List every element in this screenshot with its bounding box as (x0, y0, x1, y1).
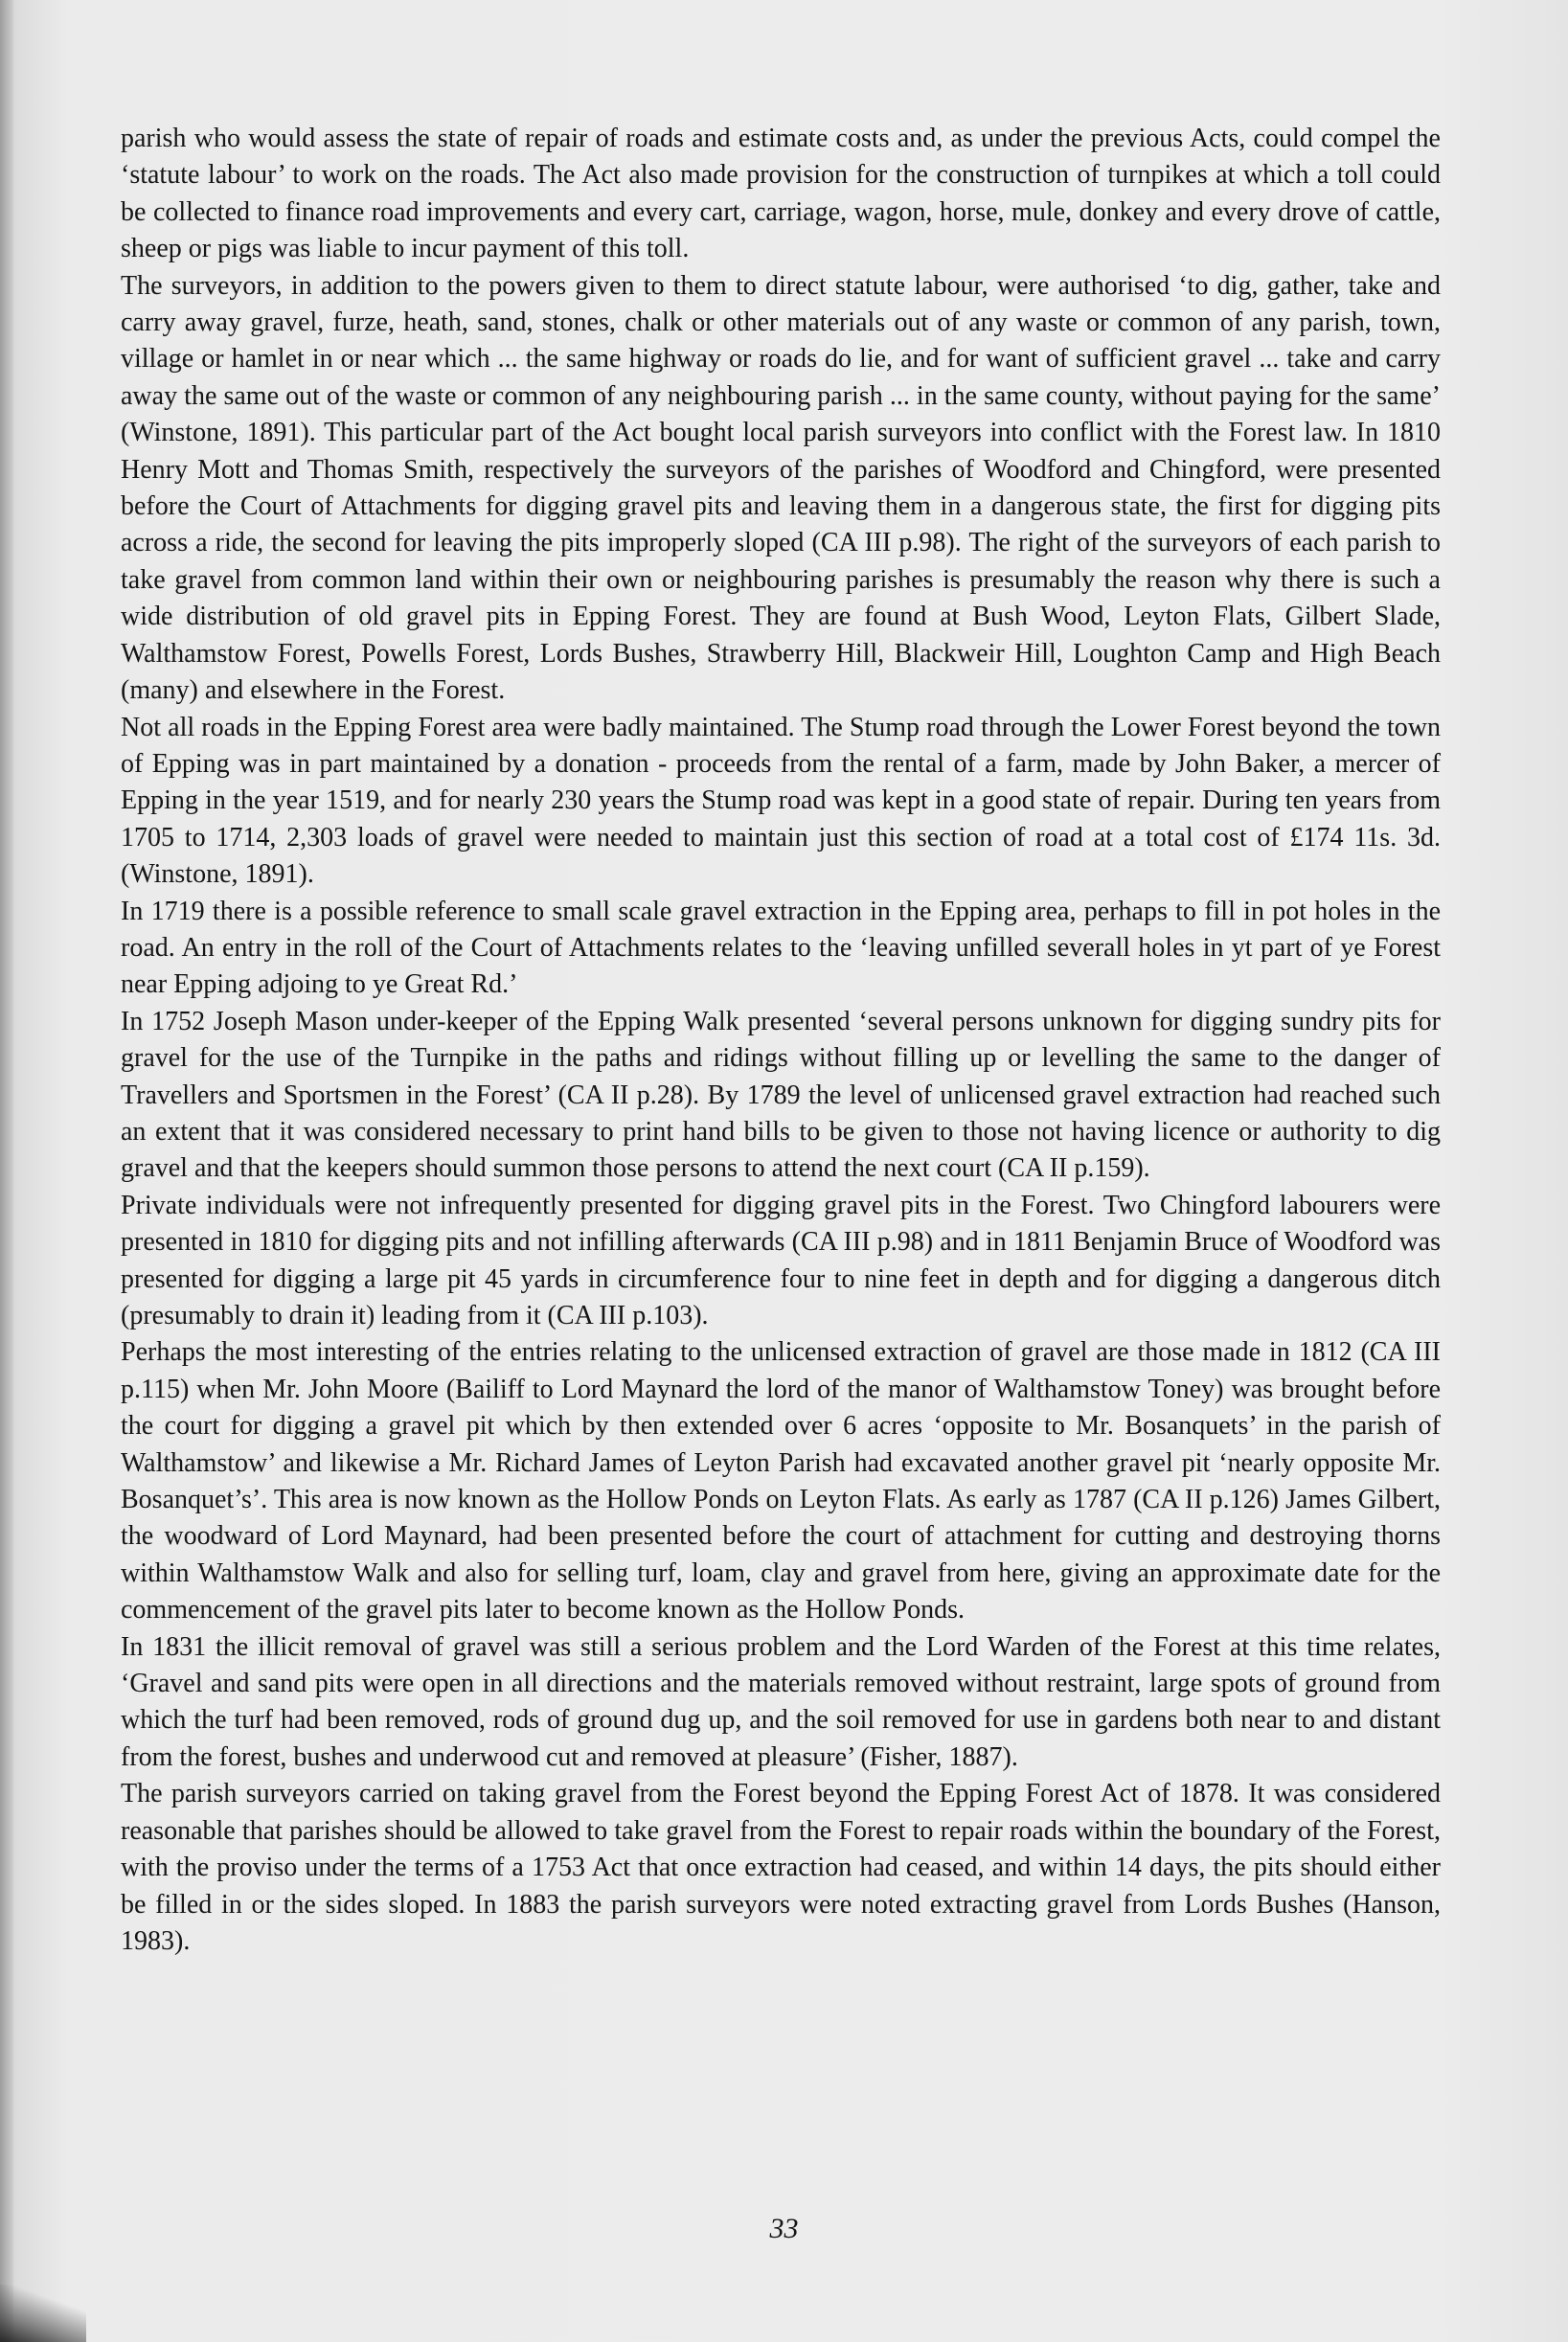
paragraph-7: Perhaps the most interesting of the entries relating to the unlicensed extraction of gravel are those made in 1812 (CA III p.115) when Mr. John Moore (Bailiff to Lord Maynard the lord of the manor of Walthamstow Toney) was brought before the court for digging a gravel pit which by then extended over 6 acres ‘opposite to Mr. Bosanquets’ in the parish of Walthamstow’ and likewise a Mr. Richard James of Leyton Parish had excavated another gravel pit ‘nearly opposite Mr. Bosanquet’s’. This area is now known as the Hollow Ponds on Leyton Flats. As early as 1787 (CA II p.126) James Gilbert, the woodward of Lord Maynard, had been presented before the court of attachment for cutting and destroying thorns within Walthamstow Walk and also for selling turf, loam, clay and gravel from here, giving an approximate date for the commencement of the gravel pits later to become known as the Hollow Ponds. (121, 1337, 1441, 1626)
paragraph-4: In 1719 there is a possible reference to small scale gravel extraction in the Epping area, perhaps to fill in pot holes in the road. An entry in the roll of the Court of Attachments relates to the ‘leaving unfilled severall holes in yt part of ye Forest near Epping adjoing to ye Great Rd.’ (121, 896, 1441, 1000)
paragraph-8: In 1831 the illicit removal of gravel was still a serious problem and the Lord Warden of the Forest at this time relates, ‘Gravel and sand pits were open in all directions and the materials removed without restraint, large spots of ground from which the turf had been removed, rods of ground dug up, and the soil removed for use in gardens both near to and distant from the forest, bushes and underwood cut and removed at pleasure’ (Fisher, 1887). (121, 1631, 1441, 1772)
paragraph-2: The surveyors, in addition to the powers given to them to direct statute labour, were authorised ‘to dig, gather, take and carry away gravel, furze, heath, sand, stones, chalk or other materials out of any waste or common of any parish, town, village or hamlet in or near which ... the same highway or roads do lie, and for want of sufficient gravel ... take and carry away the same out of the waste or common of any neighbouring parish ... in the same county, without paying for the same’ (Winstone, 1891). This particular part of the Act bought local parish surveyors into conflict with the Forest law. In 1810 Henry Mott and Thomas Smith, respectively the surveyors of the parishes of Woodford and Chingford, were presented before the Court of Attachments for digging gravel pits and leaving them in a dangerous state, the first for digging pits across a ride, the second for leaving the pits improperly sloped (CA III p.98). The right of the surveyors of each parish to take gravel from common land within their own or neighbouring parishes is presumably the reason why there is such a wide distribution of old gravel pits in Epping Forest. They are found at Bush Wood, Leyton Flats, Gilbert Slade, Walthamstow Forest, Powells Forest, Lords Bushes, Strawberry Hill, Blackweir Hill, Loughton Camp and High Beach (many) and elsewhere in the Forest. (121, 270, 1441, 706)
paragraph-5: In 1752 Joseph Mason under-keeper of the Epping Walk presented ‘several persons unknown for digging sundry pits for gravel for the use of the Turnpike in the paths and ridings without filling up or levelling the same to the danger of Travellers and Sportsmen in the Forest’ (CA II p.28). By 1789 the level of unlicensed gravel extraction had reached such an extent that it was considered necessary to print hand bills to be given to those not having licence or authority to dig gravel and that the keepers should summon those persons to attend the next court (CA II p.159). (121, 1006, 1441, 1184)
paragraph-3: Not all roads in the Epping Forest area were badly maintained. The Stump road through the Lower Forest beyond the town of Epping was in part maintained by a donation - proceeds from the rental of a farm, made by John Baker, a mercer of Epping in the year 1519, and for nearly 230 years the Stump road was kept in a good state of repair. During ten years from 1705 to 1714, 2,303 loads of gravel were needed to maintain just this section of road at a total cost of £174 11s. 3d. (Winstone, 1891). (121, 712, 1441, 890)
paragraph-1: parish who would assess the state of repair of roads and estimate costs and, as under the previous Acts, could compel the ‘statute labour’ to work on the roads. The Act also made provision for the construction of turnpikes at which a toll could be collected to finance road improvements and every cart, carriage, wagon, horse, mule, donkey and every drove of cattle, sheep or pigs was liable to incur payment of this toll. (121, 124, 1441, 264)
paragraph-6: Private individuals were not infrequently presented for digging gravel pits in the Forest. Two Chingford labourers were presented in 1810 for digging pits and not infilling afterwards (CA III p.98) and in 1811 Benjamin Bruce of Woodford was presented for digging a large pit 45 yards in circumference four to nine feet in depth and for digging a dangerous ditch (presumably to drain it) leading from it (CA III p.103). (121, 1190, 1441, 1330)
page-number: 33 (769, 2213, 799, 2244)
paragraph-9: The parish surveyors carried on taking gravel from the Forest beyond the Epping Forest Act of 1878. It was considered reasonable that parishes should be allowed to take gravel from the Forest to repair roads within the boundary of the Forest, with the proviso under the terms of a 1753 Act that once extraction had ceased, and within 14 days, the pits should either be filled in or the sides sloped. In 1883 the parish surveyors were noted extracting gravel from Lords Bushes (Hanson, 1983). (121, 1779, 1441, 1956)
corner-shadow (0, 2285, 86, 2342)
book-spine-shadow (0, 0, 13, 2342)
body-text (121, 121, 1441, 1960)
